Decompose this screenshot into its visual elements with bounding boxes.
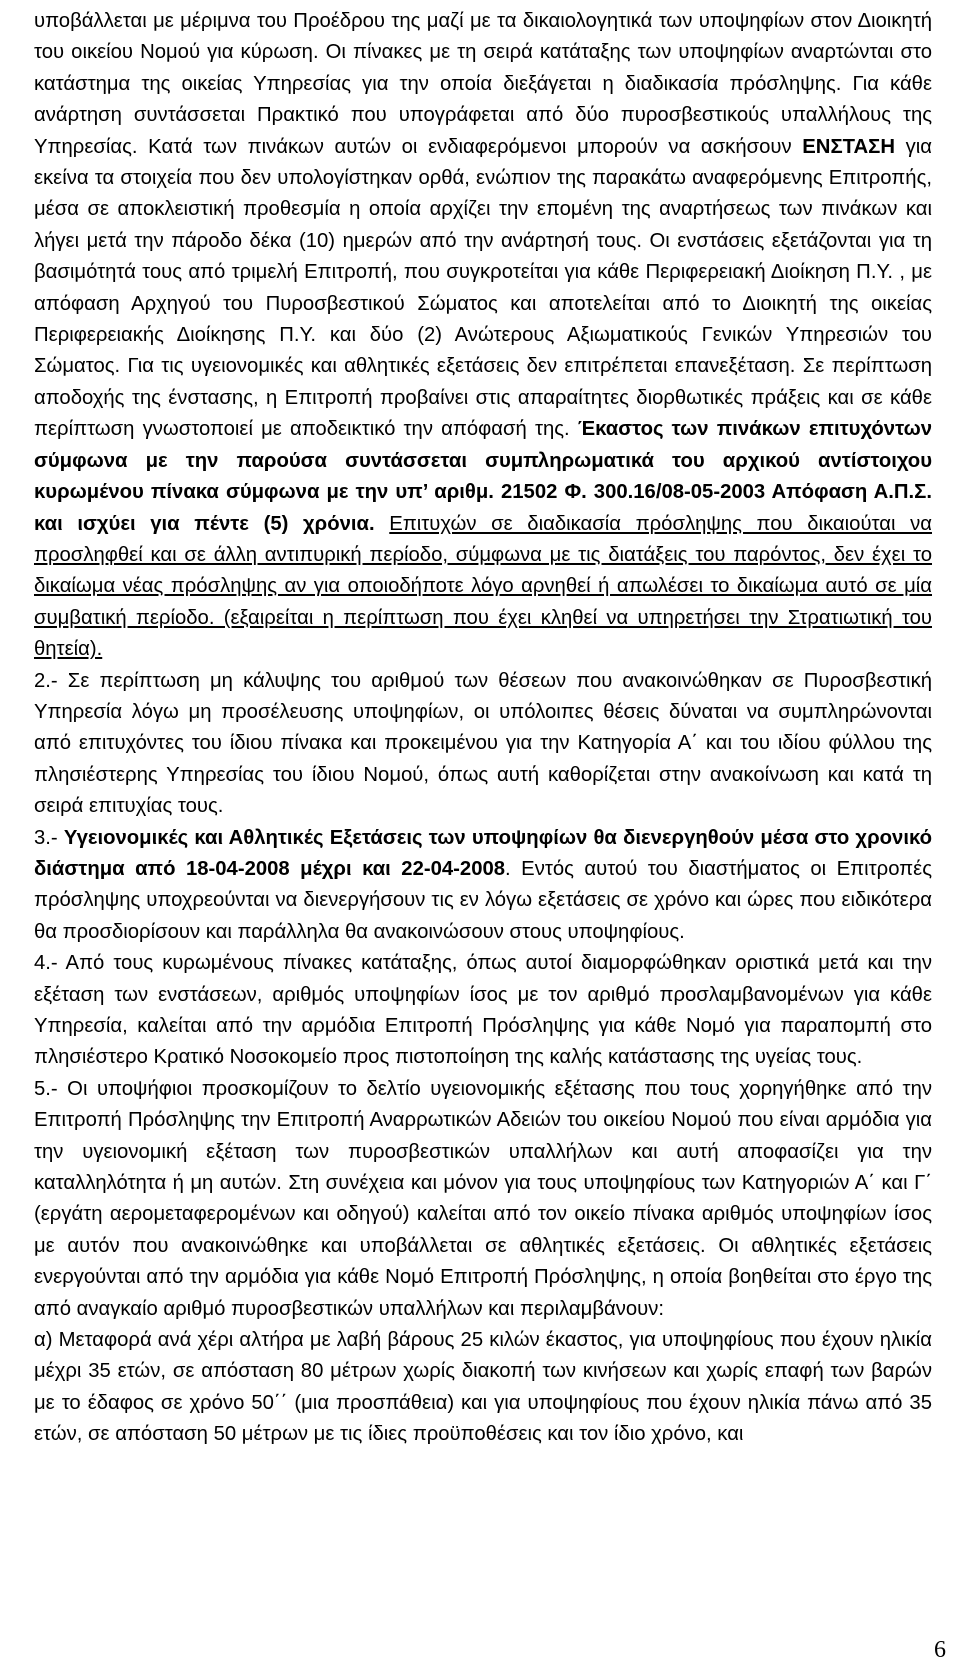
exam-dates-bold: Υγειονομικές και Αθλητικές Εξετάσεις των υποψηφίων θα διενεργηθούν μέσα στο χρονικό διάστημα από 18-04-2008 μέχρι και 22-04-2008 bbox=[34, 826, 932, 880]
paragraph-1 bbox=[34, 6, 932, 666]
bold-statement: Έκαστος των πινάκων επιτυχόντων σύμφωνα με την παρούσα συντάσσεται συμπληρωματικά του αρχικού αντίστοιχου κυρωμένου πίνακα σύμφωνα με την υπ’ αριθμ. 21502 Φ. 300.16/08-05-2003 Απόφαση Α.Π.Σ. και ισχύει για πέντε (5) χρόνια. bbox=[34, 418, 932, 535]
page-number: 6 bbox=[934, 1637, 946, 1663]
paragraph-2: 2.- Σε περίπτωση μη κάλυψης του αριθμού των θέσεων που ανακοινώθηκαν σε Πυροσβεστική Υπηρεσία λόγω μη προσέλευσης υποψηφίων, οι υπόλοιπες θέσεις δύναται να συμπληρώνονται από επιτυχόντες του ίδιου πίνακα και προκειμένου για την Κατηγορία Α΄ και του ιδίου φύλλου της πλησιέστερης Υπηρεσίας του ίδιου Νομού, όπως αυτή καθορίζεται στην ανακοίνωση και κατά τη σειρά επιτυχίας τους. bbox=[34, 669, 932, 818]
paragraph-6: α) Μεταφορά ανά χέρι αλτήρα με λαβή βάρους 25 κιλών έκαστος, για υποψηφίους που έχουν ηλικία μέχρι 35 ετών, σε απόσταση 80 μέτρων χωρίς διακοπή των κινήσεων και χωρίς επαφή των βαρών με το έδαφος σε χρόνο 50΄΄ (μια προσπάθεια) και για υποψηφίους που έχουν ηλικία πάνω από 35 ετών, σε απόσταση 50 μέτρων με τις ίδιες προϋποθέσεις και τον ίδιο χρόνο, και bbox=[34, 1329, 932, 1446]
document-body bbox=[34, 6, 932, 1451]
paragraph-3 bbox=[34, 823, 932, 949]
text-run: υποβάλλεται με μέριμνα του Προέδρου της μαζί με τα δικαιολογητικά των υποψηφίων στον Διοικητή του οικείου Νομού για κύρωση. Οι πίνακες με τη σειρά κατάταξης των υποψηφίων αναρτώνται στο κατάστημα της οικείας Υπηρεσίας για την οποία διεξάγεται η διαδικασία πρόσληψης. Για κάθε ανάρτηση συντάσσεται Πρακτικό που υπογράφεται από δύο πυροσβεστικούς υπαλλήλους της Υπηρεσίας. Κατά των πινάκων αυτών οι ενδιαφερόμενοι μπορούν να ασκήσουν bbox=[34, 10, 932, 158]
text-run bbox=[375, 513, 390, 535]
paragraph-5: 5.- Οι υποψήφιοι προσκομίζουν το δελτίο υγειονομικής εξέτασης που τους χορηγήθηκε από την Επιτροπή Πρόσληψης την Επιτροπή Αναρρωτικών Αδειών του οικείου Νομού που είναι αρμόδια για την υγειονομική εξέταση των πυροσβεστικών υπαλλήλων και αυτή αποφασίζει για την καταλληλότητα ή μη αυτών. Στη συνέχεια και μόνον για τους υποψηφίους των Κατηγοριών Α΄ και Γ΄ (εργάτη αερομεταφερομένων και οδηγού) καλείται από τον οικείο πίνακα αριθμός υποψηφίων ίσος με αυτόν που ανακοινώθηκε και υποβάλλεται σε αθλητικές εξετάσεις. Οι αθλητικές εξετάσεις ενεργούνται από την αρμόδια για κάθε Νομό Επιτροπή Πρόσληψης, η οποία βοηθείται στο έργο της από αναγκαίο αριθμό πυροσβεστικών υπαλλήλων και περιλαμβάνουν: bbox=[34, 1077, 932, 1320]
text-run: για εκείνα τα στοιχεία που δεν υπολογίστηκαν ορθά, ενώπιον της παρακάτω αναφερόμενης Επιτροπής, μέσα σε αποκλειστική προθεσμία η οποία αρχίζει την επομένη της αναρτήσεως των πινάκων και λήγει μετά την πάροδο δέκα (10) ημερών από την ανάρτησή τους. Οι ενστάσεις εξετάζονται για τη βασιμότητά τους από τριμελή Επιτροπή, που συγκροτείται για κάθε Περιφερειακή Διοίκηση Π.Υ. , με απόφαση Αρχηγού του Πυροσβεστικού Σώματος και αποτελείται από το Διοικητή της οικείας Περιφερειακής Διοίκησης Π.Υ. και δύο (2) Ανώτερους Αξιωματικούς Γενικών Υπηρεσιών του Σώματος. Για τις υγειονομικές και αθλητικές εξετάσεις δεν επιτρέπεται επανεξέταση. Σε περίπτωση αποδοχής της ένστασης, η Επιτροπή προβαίνει στις απαραίτητες διορθωτικές πράξεις και σε κάθε περίπτωση γνωστοποιεί με αποδεικτικό την απόφασή της. bbox=[34, 135, 932, 441]
enstasi-bold: ΕΝΣΤΑΣΗ bbox=[802, 135, 895, 158]
paragraph-4: 4.- Από τους κυρωμένους πίνακες κατάταξης, όπως αυτοί διαμορφώθηκαν οριστικά μετά και την εξέταση των ενστάσεων, αριθμός υποψηφίων ίσος με τον αριθμό προσλαμβανομένων για κάθε Υπηρεσία, καλείται από την αρμόδια Επιτροπή Πρόσληψης για κάθε Νομό για παραπομπή στο πλησιέστερο Κρατικό Νοσοκομείο προς πιστοποίηση της καλής κατάστασης της υγείας τους. bbox=[34, 952, 932, 1069]
text-run: . Εντός αυτού του διαστήματος οι Επιτροπές πρόσληψης υποχρεούνται να διενεργήσουν τις εν λόγω εξετάσεις σε χρόνο και ώρες που ειδικότερα θα προσδιορίσουν και παράλληλα θα ανακοινώσουν στους υποψηφίους. bbox=[34, 857, 932, 943]
text-run: 3.- bbox=[34, 826, 64, 849]
underlined-statement: Επιτυχών σε διαδικασία πρόσληψης που δικαιούται να προσληφθεί και σε άλλη αντιπυρική περίοδο, σύμφωνα με τις διατάξεις του παρόντος, δεν έχει το δικαίωμα νέας πρόσληψης αν για οποιοδήποτε λόγο αρνηθεί ή απωλέσει το δικαίωμα αυτό σε μία συμβατική περίοδο. (εξαιρείται η περίπτωση που έχει κληθεί να υπηρετήσει την Στρατιωτική του θητεία). bbox=[34, 512, 932, 661]
